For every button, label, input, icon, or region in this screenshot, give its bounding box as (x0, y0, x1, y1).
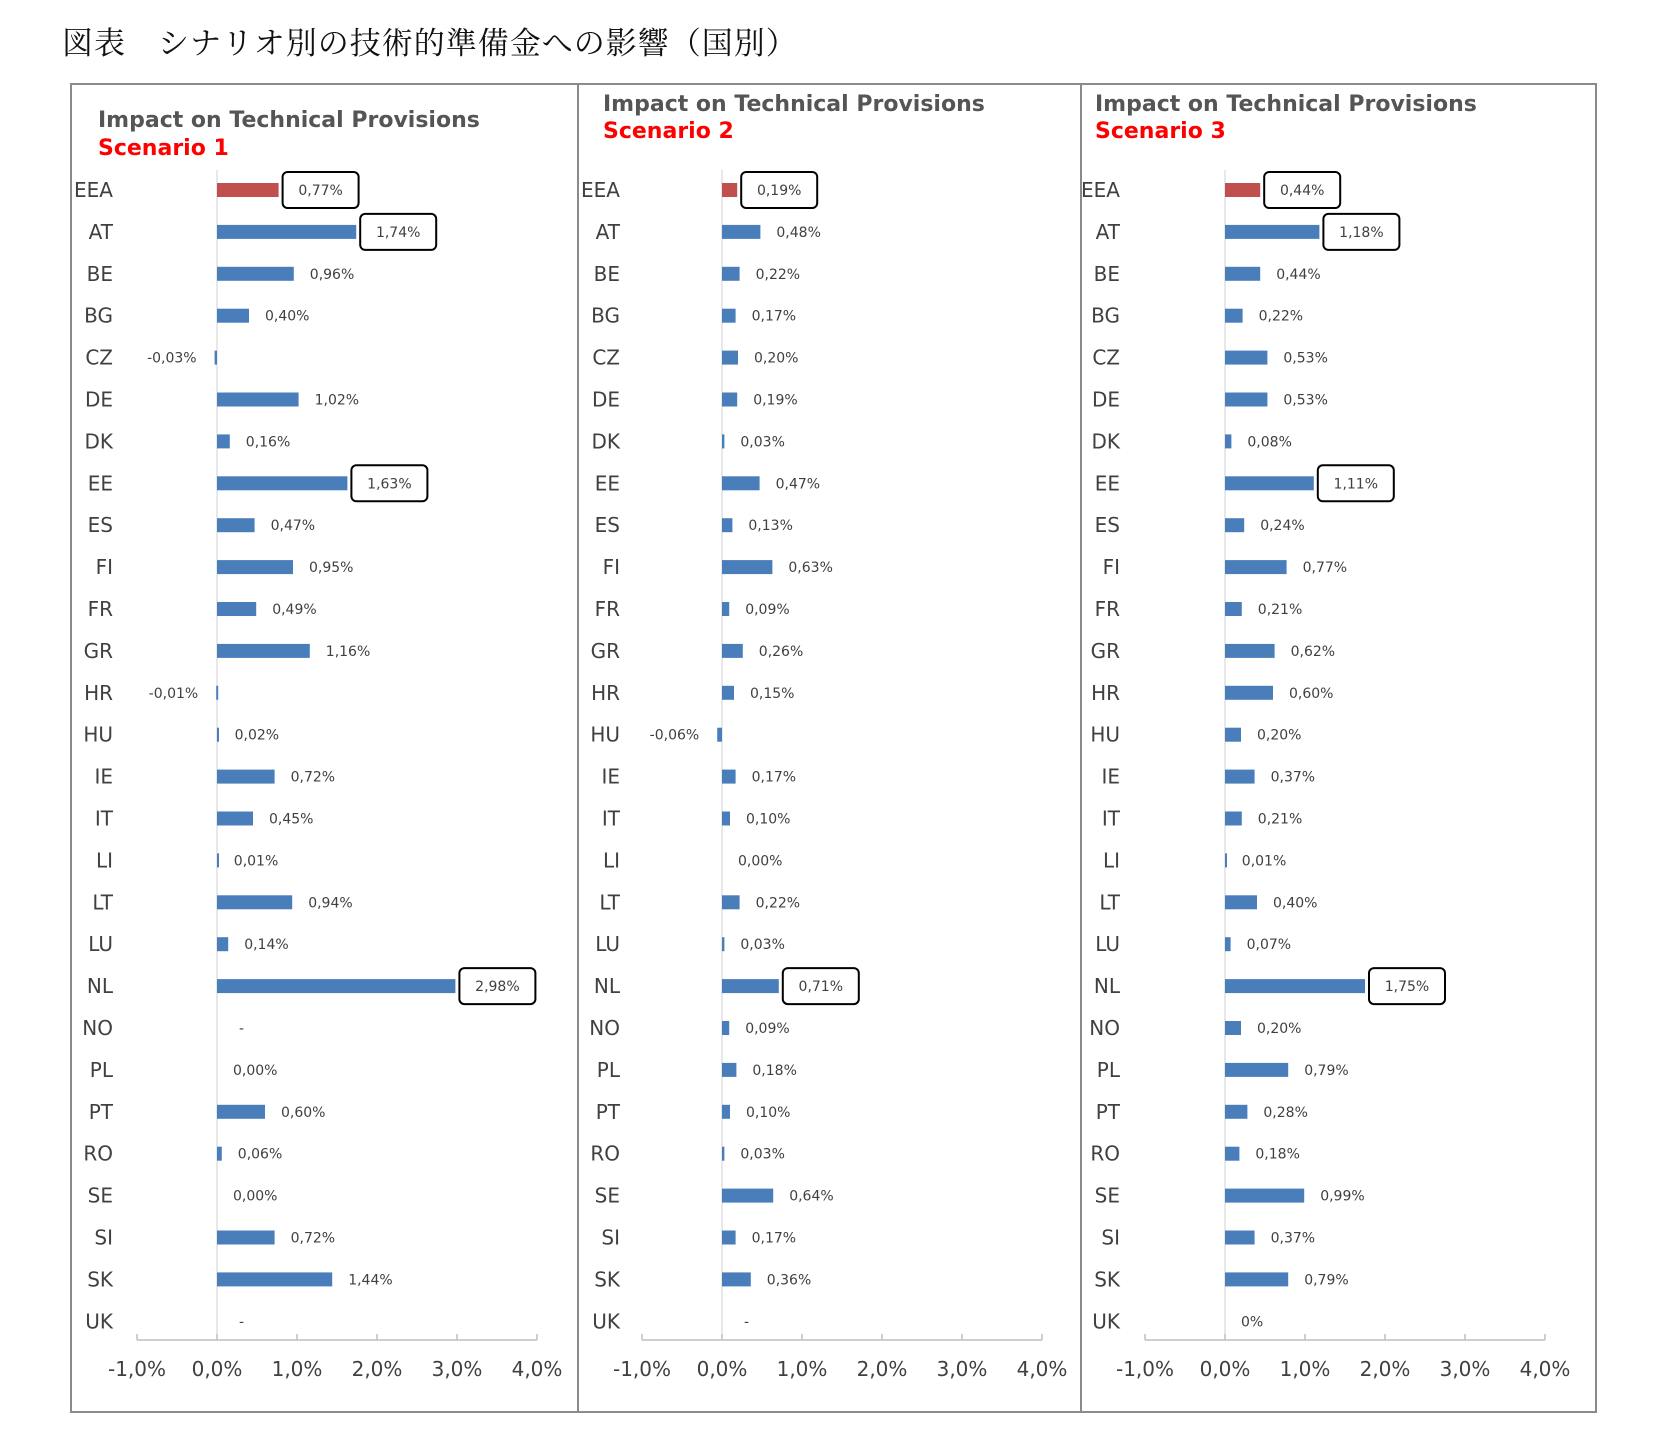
category-label: NL (86, 974, 113, 999)
category-label: BG (1091, 303, 1120, 328)
data-label: 0,22% (755, 895, 801, 912)
category-label: LT (1099, 890, 1120, 915)
category-label: SE (87, 1183, 113, 1208)
category-label: GR (1090, 638, 1120, 663)
data-label: 0,07% (1246, 937, 1292, 954)
chart-title: Impact on Technical Provisions (603, 92, 985, 117)
category-label: HU (1090, 722, 1120, 747)
data-label: 1,75% (1384, 979, 1430, 996)
bar (217, 812, 253, 826)
data-label: 0,95% (309, 560, 354, 577)
category-label: LI (95, 848, 113, 873)
bar (722, 1147, 724, 1161)
data-label: 0,17% (751, 308, 797, 325)
data-label: 0,01% (233, 853, 279, 870)
category-label: SI (1101, 1225, 1120, 1250)
chart-subtitle: Scenario 1 (98, 136, 229, 161)
data-label: 0,79% (1304, 1272, 1349, 1289)
category-label: BG (591, 303, 620, 328)
data-label: -0,01% (148, 685, 199, 702)
bar (1225, 434, 1231, 448)
bar (722, 1063, 736, 1077)
category-label: SE (594, 1183, 620, 1208)
data-label: 1,11% (1333, 476, 1379, 493)
data-label: 0,28% (1263, 1104, 1308, 1121)
bar (722, 434, 724, 448)
bar (722, 937, 724, 951)
category-label: LU (88, 932, 113, 957)
bar (217, 309, 249, 323)
category-label: DK (591, 429, 620, 454)
data-label: 2,98% (475, 979, 520, 996)
bar (217, 979, 455, 993)
data-label: 0,19% (753, 392, 798, 409)
data-label: 0,03% (740, 1146, 785, 1163)
category-label: IT (601, 806, 620, 831)
bar (217, 1105, 265, 1119)
bar (722, 812, 730, 826)
bar (722, 267, 740, 281)
category-label: AT (595, 219, 620, 244)
bar (722, 1231, 736, 1245)
category-label: SE (1094, 1183, 1120, 1208)
data-label: 0,77% (1302, 560, 1348, 577)
bar (1225, 979, 1365, 993)
x-tick-label: 4,0% (1016, 1357, 1068, 1381)
category-label: DK (1091, 429, 1120, 454)
data-label: 0,60% (1289, 685, 1334, 702)
bar (722, 979, 779, 993)
category-label: PL (89, 1057, 113, 1082)
x-tick-label: 2,0% (856, 1357, 908, 1381)
data-label: 0,79% (1304, 1062, 1349, 1079)
data-label: 0,08% (1247, 434, 1292, 451)
bar (1225, 1147, 1239, 1161)
data-label: 0,47% (270, 518, 316, 535)
category-label: ES (594, 513, 620, 538)
category-label: IE (94, 764, 113, 789)
category-label: EEA (581, 178, 620, 202)
data-label: 0,40% (1273, 895, 1318, 912)
category-label: AT (88, 219, 113, 244)
chart-title: Impact on Technical Provisions (1095, 92, 1477, 117)
bar (1225, 937, 1231, 951)
data-label: 0,94% (308, 895, 353, 912)
data-label: 1,74% (375, 224, 421, 241)
bar (1225, 560, 1287, 574)
category-label: BG (84, 303, 113, 328)
category-label: CZ (85, 345, 113, 370)
data-label: 1,44% (348, 1272, 393, 1289)
data-label: 0,20% (1257, 1021, 1302, 1037)
bar (722, 1105, 730, 1119)
x-tick-label: 2,0% (351, 1357, 403, 1381)
bar (1225, 393, 1267, 407)
bar (1225, 686, 1273, 700)
bar (1225, 267, 1260, 281)
bar (1225, 1272, 1288, 1286)
category-label: UK (592, 1309, 620, 1334)
data-label: 1,63% (367, 476, 412, 493)
category-label: EEA (74, 178, 113, 202)
data-label: 0,18% (1255, 1146, 1300, 1163)
data-label: 0,20% (754, 350, 799, 367)
data-label: 0,03% (740, 937, 785, 954)
bar (1225, 895, 1257, 909)
bar (722, 1189, 773, 1203)
data-label: 0,09% (745, 602, 790, 618)
category-label: FR (1094, 597, 1120, 621)
category-label: EE (87, 471, 113, 496)
bar (217, 560, 293, 574)
category-label: FR (594, 597, 620, 621)
category-label: SI (94, 1225, 113, 1250)
category-label: PT (595, 1099, 620, 1124)
category-label: SK (1094, 1267, 1120, 1292)
bar (217, 267, 294, 281)
x-tick-label: -1,0% (612, 1357, 672, 1381)
category-label: RO (590, 1141, 620, 1166)
data-label: 0,72% (290, 1230, 336, 1247)
data-label: 0% (1241, 1314, 1264, 1331)
bar (722, 225, 760, 239)
bar (722, 602, 729, 616)
category-label: EE (1094, 471, 1120, 496)
category-label: PT (88, 1099, 113, 1124)
bar (1225, 1231, 1255, 1245)
category-label: AT (1095, 219, 1120, 244)
x-tick-label: 3,0% (431, 1357, 483, 1381)
category-label: RO (1090, 1141, 1120, 1166)
category-label: DE (1091, 387, 1120, 412)
x-tick-label: 1,0% (776, 1357, 828, 1381)
bar (1225, 602, 1242, 616)
data-label: 0,53% (1283, 392, 1328, 409)
bar (217, 1147, 222, 1161)
data-label: 0,37% (1270, 1230, 1316, 1247)
data-label: 0,10% (746, 811, 791, 828)
x-tick-label: 0,0% (696, 1357, 748, 1381)
data-label: 0,13% (748, 518, 793, 535)
data-label: 0,47% (775, 476, 821, 493)
data-label: 1,16% (325, 643, 371, 660)
data-label: 0,19% (756, 183, 802, 199)
data-label: 0,22% (1258, 308, 1304, 325)
category-label: DE (591, 387, 620, 412)
data-label: 0,16% (245, 434, 291, 451)
data-label: 0,48% (776, 224, 821, 241)
category-label: SK (87, 1267, 113, 1292)
bar (1225, 770, 1255, 784)
data-label: 0,62% (1290, 643, 1336, 660)
category-label: GR (590, 638, 620, 663)
category-label: IT (94, 806, 113, 831)
x-tick-label: 1,0% (271, 1357, 323, 1381)
category-label: PL (596, 1057, 620, 1082)
bar (1225, 225, 1319, 239)
bar (1225, 853, 1227, 867)
data-label: 0,00% (233, 1188, 278, 1205)
bar (722, 644, 743, 658)
bar (1225, 351, 1267, 365)
data-label: 0,17% (751, 1230, 797, 1247)
x-tick-label: 0,0% (191, 1357, 243, 1381)
category-label: HU (590, 722, 620, 747)
category-label: ES (1094, 513, 1120, 538)
category-label: DE (84, 387, 113, 412)
category-label: BE (593, 261, 620, 286)
bar (217, 770, 275, 784)
data-label: 0,44% (1279, 183, 1325, 199)
category-label: RO (83, 1141, 113, 1166)
data-label: 0,00% (738, 853, 783, 870)
category-label: EE (594, 471, 620, 496)
bar (1225, 1063, 1288, 1077)
data-label: 0,20% (1257, 727, 1302, 744)
bar (1225, 1105, 1247, 1119)
category-label: NL (593, 974, 620, 999)
bar (215, 351, 217, 365)
bar (217, 895, 292, 909)
category-label: PT (1095, 1099, 1120, 1124)
data-label: 0,60% (281, 1104, 326, 1121)
category-label: LU (595, 932, 620, 957)
bar (217, 393, 299, 407)
category-label: PL (1096, 1057, 1120, 1082)
chart-title: Impact on Technical Provisions (98, 108, 480, 133)
data-label: 1,02% (314, 392, 360, 409)
data-label: 0,64% (789, 1188, 834, 1205)
category-label: UK (85, 1309, 113, 1334)
category-label: LI (602, 848, 620, 873)
bar (722, 1021, 729, 1035)
bar (722, 560, 772, 574)
bar (217, 853, 219, 867)
data-label: 0,71% (798, 979, 844, 996)
data-label: - (239, 1021, 245, 1037)
data-label: 0,53% (1283, 350, 1328, 367)
category-label: ES (87, 513, 113, 538)
bar (217, 476, 347, 490)
data-label: 0,18% (752, 1062, 797, 1079)
category-label: NL (1093, 974, 1120, 999)
category-label: LI (1102, 848, 1120, 873)
category-label: NO (1089, 1016, 1120, 1040)
data-label: 0,26% (758, 643, 804, 660)
bar (1225, 518, 1244, 532)
data-label: 0,72% (290, 769, 336, 786)
bar (1225, 476, 1314, 490)
category-label: CZ (592, 345, 620, 370)
category-label: SI (601, 1225, 620, 1250)
x-tick-label: 2,0% (1359, 1357, 1411, 1381)
bar (722, 895, 740, 909)
data-label: 0,14% (244, 937, 289, 954)
category-label: UK (1092, 1309, 1120, 1334)
data-label: - (239, 1314, 245, 1331)
bar (217, 518, 255, 532)
category-label: BE (1093, 261, 1120, 286)
data-label: - (744, 1314, 750, 1331)
data-label: 0,22% (755, 266, 801, 283)
page-title: 図表 シナリオ別の技術的準備金への影響（国別） (62, 26, 798, 62)
category-label: HR (84, 680, 113, 705)
data-label: 0,21% (1257, 811, 1303, 828)
data-label: 0,40% (265, 308, 310, 325)
data-label: 0,45% (269, 811, 314, 828)
bar (217, 602, 256, 616)
bar (216, 686, 218, 700)
bar (1225, 812, 1242, 826)
bar (722, 518, 732, 532)
bar (717, 728, 722, 742)
x-tick-label: 3,0% (936, 1357, 988, 1381)
bar (722, 393, 737, 407)
category-label: LT (599, 890, 620, 915)
x-tick-label: 4,0% (1519, 1357, 1571, 1381)
bar (1225, 728, 1241, 742)
category-label: DK (84, 429, 113, 454)
category-label: FI (95, 555, 113, 580)
category-label: HR (591, 680, 620, 705)
chart-subtitle: Scenario 2 (603, 119, 734, 144)
bar (217, 644, 310, 658)
bar (722, 351, 738, 365)
category-label: LU (1095, 932, 1120, 957)
data-label: 0,24% (1260, 518, 1305, 535)
bar (722, 686, 734, 700)
bar (722, 1272, 751, 1286)
data-label: 0,49% (272, 602, 317, 618)
category-label: FI (1102, 555, 1120, 580)
category-label: EEA (1081, 178, 1120, 202)
bar (1225, 644, 1275, 658)
data-label: 0,36% (766, 1272, 812, 1289)
bar (217, 225, 356, 239)
category-label: HR (1091, 680, 1120, 705)
category-label: GR (83, 638, 113, 663)
bar (217, 1231, 275, 1245)
data-label: 0,63% (788, 560, 833, 577)
bar (722, 309, 736, 323)
data-label: 0,02% (234, 727, 280, 744)
data-label: 0,37% (1270, 769, 1316, 786)
bar (1225, 1021, 1241, 1035)
category-label: FI (602, 555, 620, 580)
data-label: 0,44% (1276, 266, 1321, 283)
category-label: IE (1101, 764, 1120, 789)
category-label: LT (92, 890, 113, 915)
x-tick-label: -1,0% (1115, 1357, 1175, 1381)
data-label: 0,96% (309, 266, 355, 283)
bar (1225, 1189, 1304, 1203)
category-label: NO (589, 1016, 620, 1040)
bar (722, 770, 736, 784)
x-tick-label: 3,0% (1439, 1357, 1491, 1381)
category-label: BE (86, 261, 113, 286)
data-label: 0,06% (237, 1146, 283, 1163)
data-label: 0,03% (740, 434, 785, 451)
category-label: FR (87, 597, 113, 621)
data-label: -0,03% (147, 350, 197, 367)
x-tick-label: 0,0% (1199, 1357, 1251, 1381)
bar (722, 476, 760, 490)
data-label: 1,18% (1339, 224, 1384, 241)
bar (217, 183, 279, 197)
data-label: 0,77% (298, 183, 343, 199)
data-label: -0,06% (649, 727, 700, 744)
category-label: IE (601, 764, 620, 789)
data-label: 0,09% (745, 1021, 790, 1037)
x-tick-label: 1,0% (1279, 1357, 1331, 1381)
category-label: CZ (1092, 345, 1120, 370)
bar (1225, 309, 1243, 323)
category-label: SK (594, 1267, 620, 1292)
bar (722, 183, 737, 197)
x-tick-label: 4,0% (511, 1357, 563, 1381)
data-label: 0,01% (1241, 853, 1287, 870)
data-label: 0,00% (233, 1062, 278, 1079)
bar (1225, 183, 1260, 197)
data-label: 0,21% (1257, 602, 1303, 618)
bar (217, 937, 228, 951)
chart-subtitle: Scenario 3 (1095, 119, 1226, 144)
bar (217, 1272, 332, 1286)
data-label: 0,10% (746, 1104, 791, 1121)
bar (217, 434, 230, 448)
x-tick-label: -1,0% (107, 1357, 167, 1381)
data-label: 0,99% (1320, 1188, 1365, 1205)
data-label: 0,17% (751, 769, 797, 786)
category-label: IT (1101, 806, 1120, 831)
data-label: 0,15% (750, 685, 795, 702)
bar (217, 728, 219, 742)
category-label: NO (82, 1016, 113, 1040)
category-label: HU (83, 722, 113, 747)
